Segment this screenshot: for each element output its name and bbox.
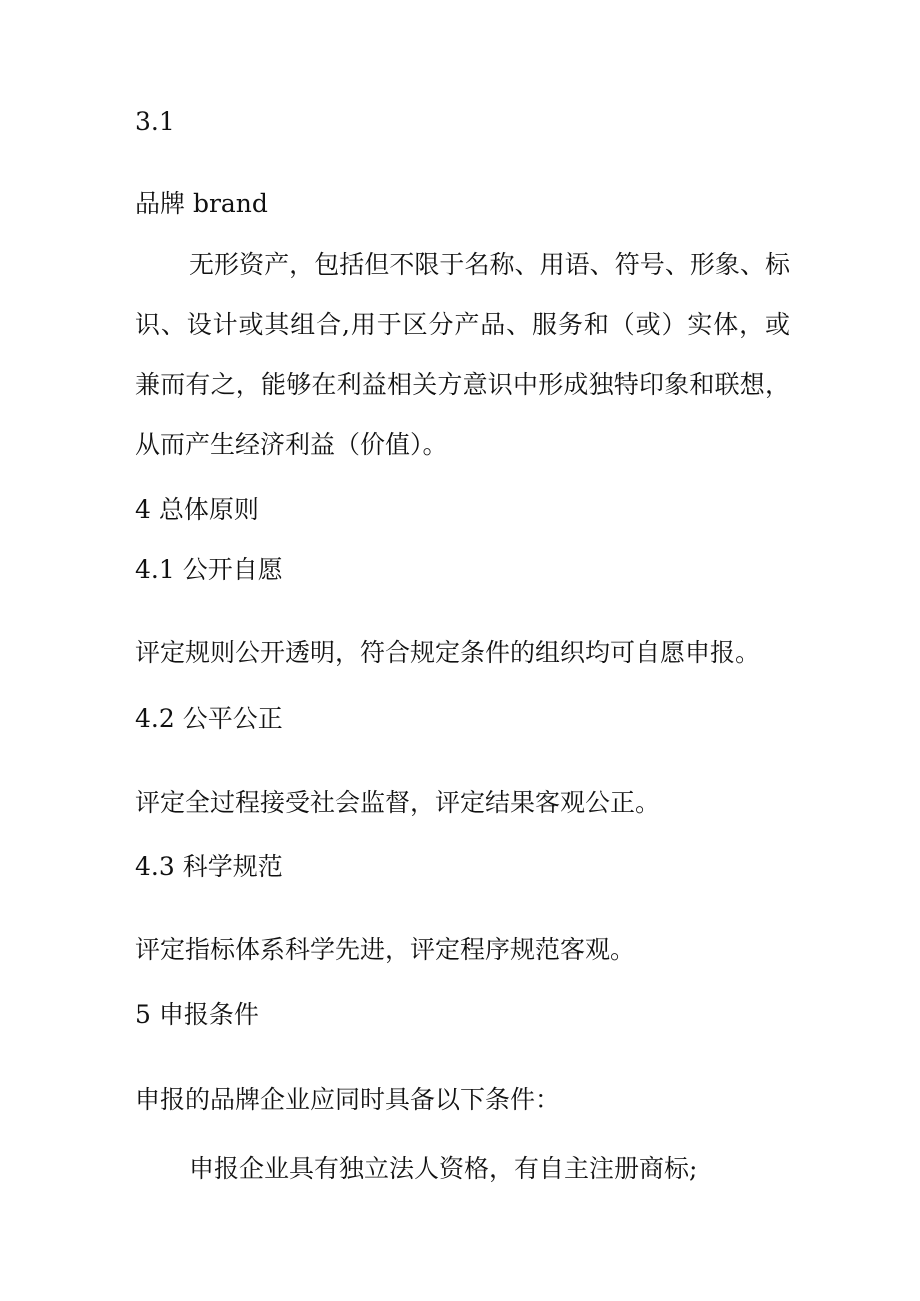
section-number-3-1: 3.1 xyxy=(135,107,175,136)
section-heading-4-2: 4.2 公平公正 xyxy=(135,704,283,733)
section-body-4-3: 评定指标体系科学先进，评定程序规范客观。 xyxy=(135,935,636,964)
section-body-4-2: 评定全过程接受社会监督，评定结果客观公正。 xyxy=(135,788,661,817)
term-heading: 品牌 brand xyxy=(135,189,268,218)
requirement-item-1: 申报企业具有独立法人资格，有自主注册商标; xyxy=(189,1154,698,1183)
section-heading-4: 4 总体原则 xyxy=(135,495,259,524)
term-definition: 无形资产，包括但不限于名称、用语、符号、形象、标识、设计或其组合,用于区分产品、服务和（或）实体，或兼而有之，能够在利益相关方意识中形成独特印象和联想，从而产生经济利益（价值）。 xyxy=(135,250,790,459)
section-heading-5: 5 申报条件 xyxy=(135,1000,259,1029)
section-body-4-1: 评定规则公开透明，符合规定条件的组织均可自愿申报。 xyxy=(135,638,761,667)
section-heading-4-1: 4.1 公开自愿 xyxy=(135,555,283,584)
section-heading-4-3: 4.3 科学规范 xyxy=(135,852,283,881)
section-intro-5: 申报的品牌企业应同时具备以下条件： xyxy=(135,1085,561,1114)
